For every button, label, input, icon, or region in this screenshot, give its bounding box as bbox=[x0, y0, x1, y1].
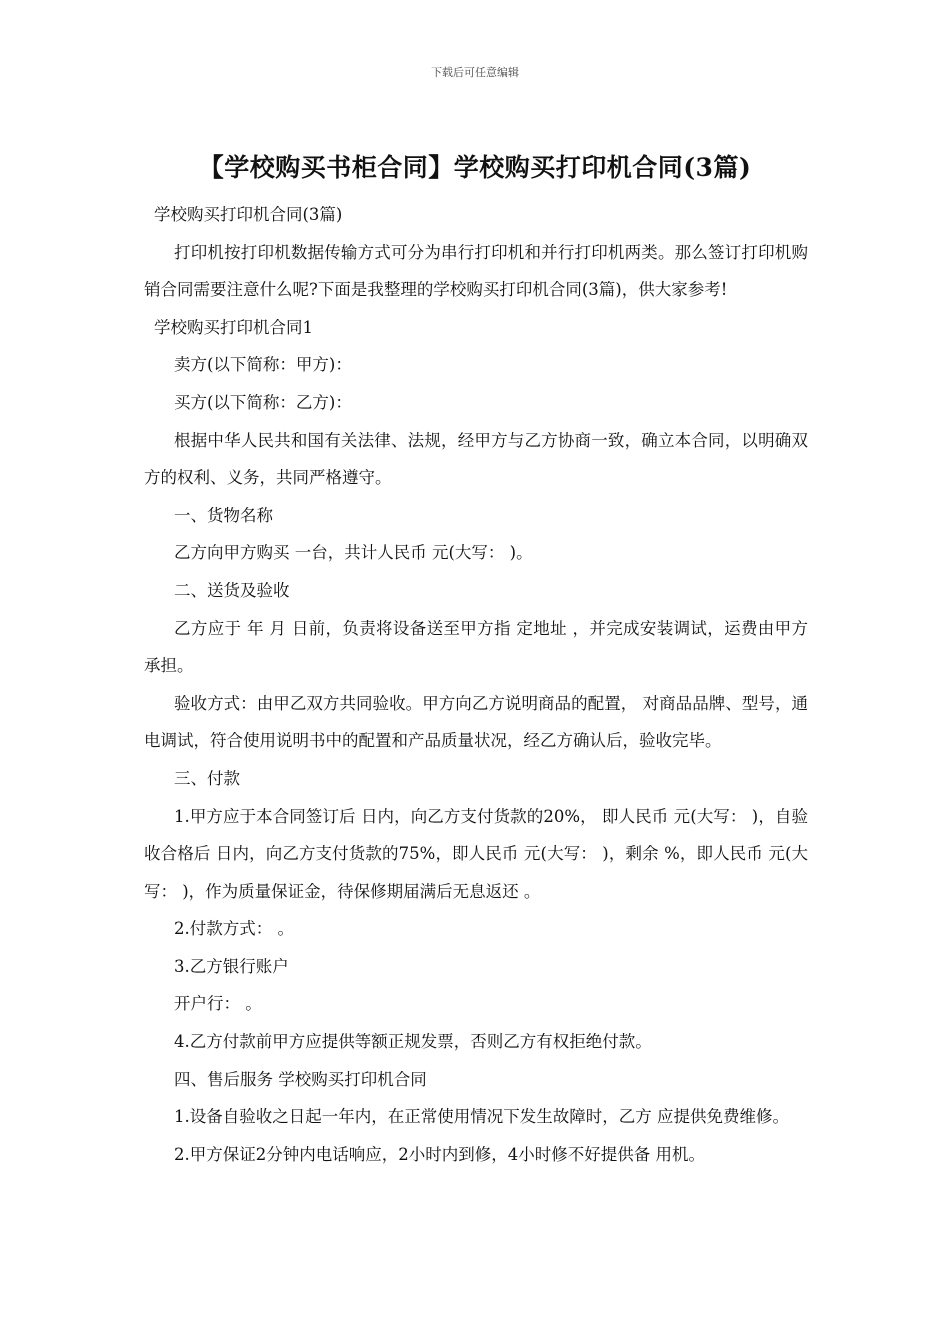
payment-clause-4: 4.乙方付款前甲方应提供等额正规发票，否则乙方有权拒绝付款。 bbox=[174, 1032, 652, 1052]
goods-paragraph: 乙方向甲方购买 一台，共计人民币 元(大写： )。 bbox=[174, 543, 533, 563]
payment-clause-1: 1.甲方应于本合同签订后 日内，向乙方支付货款的20%， 即人民币 元(大写： )，自验收合格后 日内，向乙方支付货款的75%，即人民币 元(大写： )，剩余 %，即人民币 元(大写： )，作为质量保证金，待保修期届满后无息返还 。 bbox=[144, 806, 808, 901]
seller-line: 卖方(以下简称：甲方)： bbox=[174, 355, 352, 375]
section-heading-goods: 一、货物名称 bbox=[174, 505, 273, 525]
contract-heading: 学校购买打印机合同1 bbox=[154, 317, 313, 337]
document-title: 【学校购买书柜合同】学校购买打印机合同(3篇) bbox=[198, 153, 752, 182]
payment-clause-2: 2.付款方式： 。 bbox=[174, 919, 294, 939]
document-body bbox=[144, 196, 808, 1173]
service-clause-1: 1.设备自验收之日起一年内，在正常使用情况下发生故障时，乙方 应提供免费维修。 bbox=[174, 1107, 789, 1127]
section-heading-payment: 三、付款 bbox=[174, 768, 240, 788]
buyer-line: 买方(以下简称：乙方)： bbox=[174, 392, 352, 412]
delivery-paragraph: 乙方应于 年 月 日前，负责将设备送至甲方指 定地址 ，并完成安装调试，运费由甲方承担。 bbox=[144, 618, 808, 676]
header-note: 下载后可任意编辑 bbox=[431, 66, 519, 79]
intro-paragraph: 打印机按打印机数据传输方式可分为串行打印机和并行打印机两类。那么签订打印机购销合同需要注意什么呢?下面是我整理的学校购买打印机合同(3篇)，供大家参考! bbox=[144, 242, 808, 300]
section-heading-delivery: 二、送货及验收 bbox=[174, 580, 290, 600]
section-heading-service: 四、售后服务 学校购买打印机合同 bbox=[174, 1069, 427, 1089]
bank-line: 开户行： 。 bbox=[174, 994, 262, 1014]
service-clause-2: 2.甲方保证2分钟内电话响应，2小时内到修，4小时修不好提供备 用机。 bbox=[174, 1144, 705, 1164]
acceptance-paragraph: 验收方式：由甲乙双方共同验收。甲方向乙方说明商品的配置， 对商品品牌、型号，通电调试，符合使用说明书中的配置和产品质量状况，经乙方确认后，验收完毕。 bbox=[144, 693, 808, 751]
subtitle-paragraph: 学校购买打印机合同(3篇) bbox=[154, 205, 343, 224]
preamble-paragraph: 根据中华人民共和国有关法律、法规，经甲方与乙方协商一致，确立本合同，以明确双方的权利、义务，共同严格遵守。 bbox=[144, 430, 808, 488]
payment-clause-3: 3.乙方银行账户 bbox=[174, 956, 289, 976]
